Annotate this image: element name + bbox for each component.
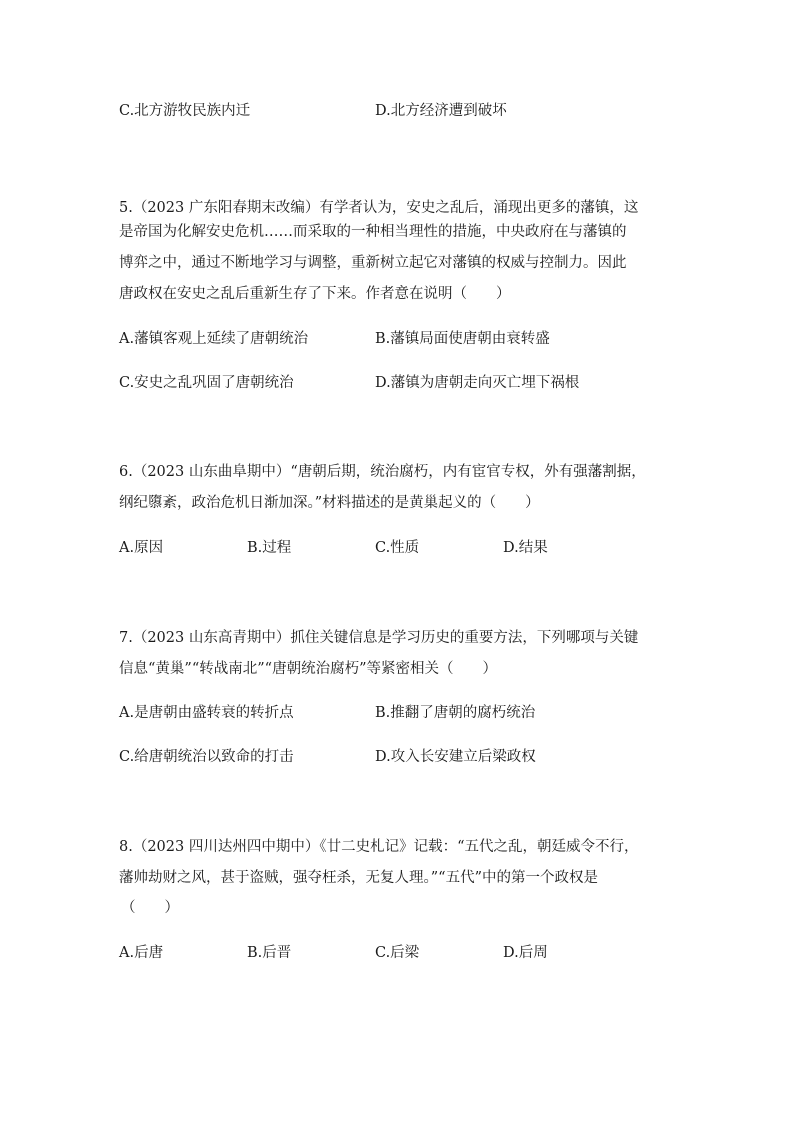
prev-option-c: C.北方游牧民族内迁 <box>119 103 251 119</box>
question-6-option-a: A.原因 <box>119 540 164 556</box>
question-5-line-4: 唐政权在安史之乱后重新生存了下来。作者意在说明（ ） <box>119 286 511 302</box>
question-7-option-b: B.推翻了唐朝的腐朽统治 <box>375 705 536 721</box>
question-7-line-2: 信息“黄巢”“转战南北”“唐朝统治腐朽”等紧密相关（ ） <box>119 661 497 677</box>
question-5-option-a: A.藩镇客观上延续了唐朝统治 <box>119 331 309 347</box>
prev-option-d: D.北方经济遭到破坏 <box>375 103 507 119</box>
question-5-option-c: C.安史之乱巩固了唐朝统治 <box>119 375 294 391</box>
question-6-option-c: C.性质 <box>375 540 420 556</box>
question-5-line-1: 5.（2023 广东阳春期末改编）有学者认为，安史之乱后，涌现出更多的藩镇，这 <box>119 200 639 216</box>
question-8-option-c: C.后梁 <box>375 945 420 961</box>
question-8-option-d: D.后周 <box>503 945 548 961</box>
question-5-line-2: 是帝国为化解安史危机……而采取的一种相当理性的措施，中央政府在与藩镇的 <box>119 224 627 240</box>
question-7-line-1: 7.（2023 山东高青期中）抓住关键信息是学习历史的重要方法，下列哪项与关键 <box>119 630 639 646</box>
question-5-line-3: 博弈之中，通过不断地学习与调整，重新树立起它对藩镇的权威与控制力。因此 <box>119 255 627 271</box>
question-8-option-a: A.后唐 <box>119 945 164 961</box>
question-7-option-c: C.给唐朝统治以致命的打击 <box>119 749 294 765</box>
question-6-line-1: 6.（2023 山东曲阜期中）“唐朝后期，统治腐朽，内有宦官专权，外有强藩割据， <box>119 464 646 480</box>
question-7-option-a: A.是唐朝由盛转衰的转折点 <box>119 705 294 721</box>
question-8-line-1: 8.（2023 四川达州四中期中）《廿二史札记》记载：“五代之乱，朝廷威令不行， <box>119 839 639 855</box>
question-8-line-2: 藩帅劫财之风，甚于盗贼，强夺枉杀，无复人理。”“五代”中的第一个政权是 <box>119 870 598 886</box>
question-6-option-d: D.结果 <box>503 540 548 556</box>
question-6-option-b: B.过程 <box>247 540 292 556</box>
question-6-line-2: 纲纪隳紊，政治危机日渐加深。”材料描述的是黄巢起义的（ ） <box>119 495 540 511</box>
question-7-option-d: D.攻入长安建立后梁政权 <box>375 749 536 765</box>
question-8-option-b: B.后晋 <box>247 945 292 961</box>
question-8-line-3: （ ） <box>121 900 179 916</box>
question-5-option-b: B.藩镇局面使唐朝由衰转盛 <box>375 331 550 347</box>
question-5-option-d: D.藩镇为唐朝走向灭亡埋下祸根 <box>375 375 580 391</box>
